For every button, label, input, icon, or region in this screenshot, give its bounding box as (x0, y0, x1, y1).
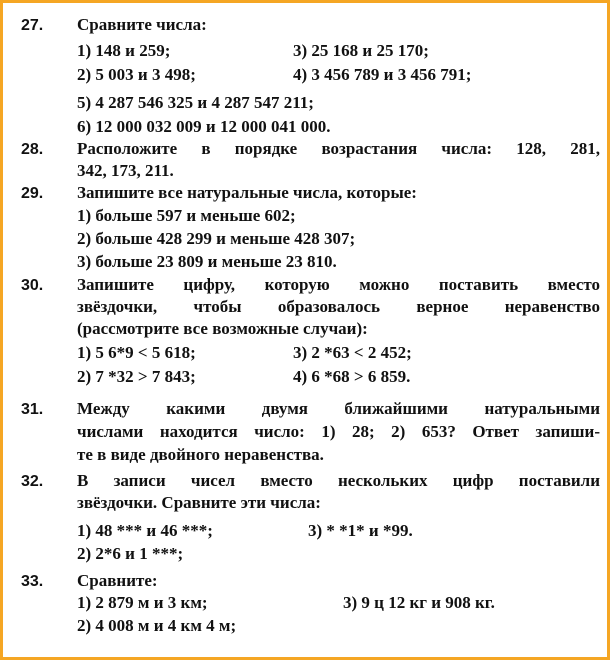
exercise-item: 2) 4 008 м и 4 км 4 м; (77, 616, 237, 635)
exercise-item: 2) 7 *32 > 7 843; (77, 367, 196, 386)
exercise-item: 3) 25 168 и 25 170; (293, 41, 429, 60)
exercise-text: (рассмотрите все возможные случаи): (77, 319, 368, 338)
exercise-text: Запишите цифру, которую можно поставить вместо (77, 275, 600, 294)
exercise-text: Расположите в порядке возрастания числа: 128, 281, (77, 139, 600, 158)
exercise-text: Сравните: (77, 571, 158, 590)
exercise-item: 4) 3 456 789 и 3 456 791; (293, 65, 472, 84)
exercise-text: числами находится число: 1) 28; 2) 653? Ответ запиши- (77, 422, 600, 441)
exercise-item: 5) 4 287 546 325 и 4 287 547 211; (77, 93, 314, 112)
exercise-item: 1) 148 и 259; (77, 41, 171, 60)
exercise-number: 30. (21, 277, 44, 294)
exercise-item: 6) 12 000 032 009 и 12 000 041 000. (77, 117, 331, 136)
exercise-number: 33. (21, 573, 44, 590)
exercise-item: 1) 48 *** и 46 ***; (77, 521, 213, 540)
exercise-number: 32. (21, 473, 44, 490)
exercise-number: 29. (21, 185, 44, 202)
exercise-item: 1) 5 6*9 < 5 618; (77, 343, 196, 362)
exercise-item: 3) больше 23 809 и меньше 23 810. (77, 252, 337, 271)
exercise-text: Между какими двумя ближайшими натуральными (77, 399, 600, 418)
exercise-item: 2) больше 428 299 и меньше 428 307; (77, 229, 356, 248)
exercise-item: 1) больше 597 и меньше 602; (77, 206, 296, 225)
exercise-item: 2) 5 003 и 3 498; (77, 65, 196, 84)
exercise-text: 342, 173, 211. (77, 161, 174, 180)
exercise-text: В записи чисел вместо нескольких цифр поставили (77, 471, 600, 490)
exercise-number: 31. (21, 401, 44, 418)
exercise-item: 3) * *1* и *99. (308, 521, 413, 540)
exercise-text: те в виде двойного неравенства. (77, 445, 324, 464)
exercise-text: звёздочки. Сравните эти числа: (77, 493, 321, 512)
exercise-text: Сравните числа: (77, 15, 207, 34)
exercise-item: 3) 2 *63 < 2 452; (293, 343, 412, 362)
exercise-number: 27. (21, 17, 44, 34)
exercise-text: Запишите все натуральные числа, которые: (77, 183, 417, 202)
exercise-item: 4) 6 *68 > 6 859. (293, 367, 411, 386)
exercise-item: 1) 2 879 м и 3 км; (77, 593, 208, 612)
exercise-number: 28. (21, 141, 44, 158)
exercise-item: 2) 2*6 и 1 ***; (77, 544, 184, 563)
exercise-item: 3) 9 ц 12 кг и 908 кг. (343, 593, 495, 612)
exercise-text: звёздочки, чтобы образовалось верное неравенство (77, 297, 600, 316)
